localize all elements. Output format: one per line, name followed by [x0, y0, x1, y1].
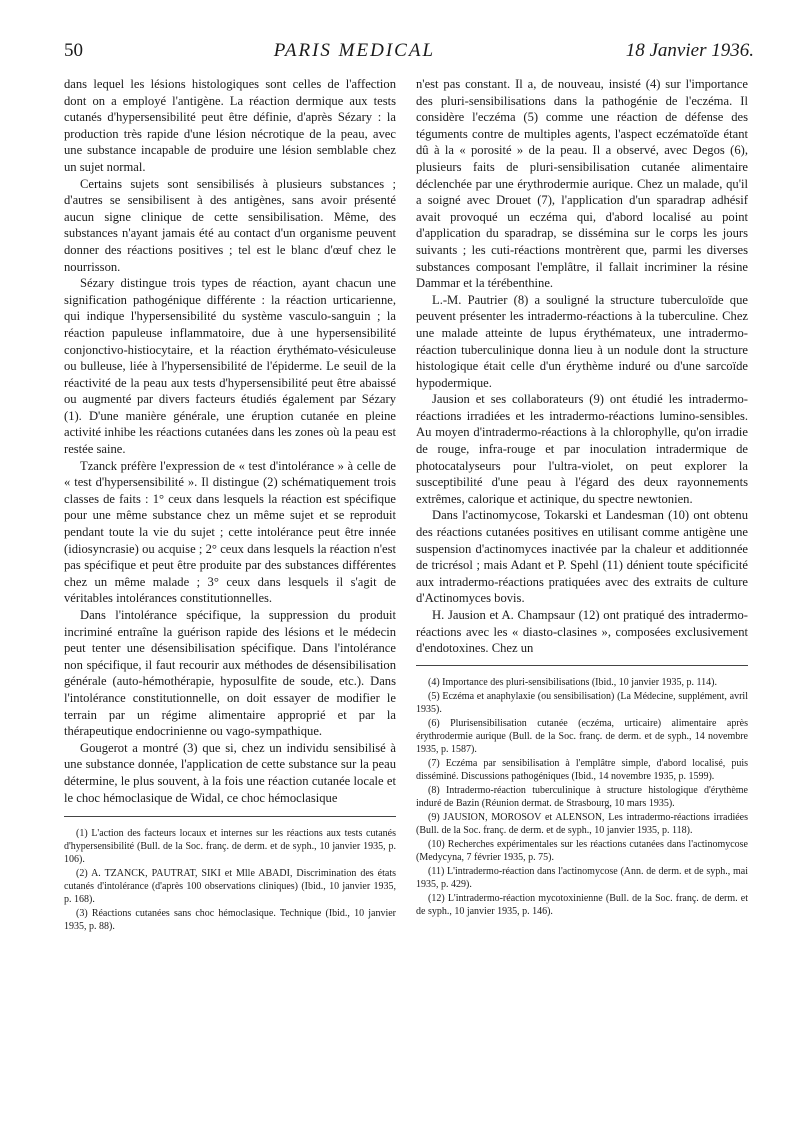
page-number: 50	[64, 40, 83, 61]
footnote: (6) Plurisensibilisation cutanée (eczéma, urticaire) alimentaire après érythrodermie aurique (Bull. de la Soc. franç. de derm. et de syph., 14 novembre 1935, p. 1587).	[416, 717, 748, 755]
footnote: (10) Recherches expérimentales sur les réactions cutanées dans l'actinomycose (Medycyna, 7 février 1935, p. 75).	[416, 838, 748, 863]
footnote: (11) L'intradermo-réaction dans l'actinomycose (Ann. de derm. et de syph., mai 1935, p. 429).	[416, 865, 748, 890]
footnote-divider	[64, 816, 396, 817]
footnote: (12) L'intradermo-réaction mycotoxinienne (Bull. de la Soc. franç. de derm. et de syph., 10 janvier 1935, p. 146).	[416, 892, 748, 917]
journal-page	[64, 40, 754, 933]
paragraph: H. Jausion et A. Champsaur (12) ont pratiqué des intradermo-réactions avec les « diasto-clasines », composées exclusivement d'endotoxines. Chez un	[416, 608, 748, 656]
paragraph: L.-M. Pautrier (8) a souligné la structure tuberculoïde que peuvent présenter les intradermo-réactions à la tuberculine. Chez une malade atteinte de lupus érythémateux, une intradermo-réaction tuberculinique donna lieu à un nodule dont la structure histologique était celle d'un érythème induré ou d'une sarcoïde hypodermique.	[416, 292, 748, 390]
footnote-divider	[416, 665, 748, 666]
paragraph: n'est pas constant. Il a, de nouveau, insisté (4) sur l'importance des pluri-sensibilisations dans la pathogénie de l'eczéma. Il considère l'eczéma (5) comme une réaction de défense des téguments contre de multiples agents, l'aspect eczématoïde étant dû à la « porosité » de la peau. Il a observé, avec Degos (6), plusieurs faits de pluri-sensibilisation cutanée alimentaire déclenchée par une érythrodermie aurique. Chez un malade, qu'il a soigné avec Drouet (7), l'application d'un sparadrap adhésif avait provoqué un eczéma qui, d'abord localisé au point d'application du sparadrap, se dissémina sur le corps les jours suivants ; les cuti-réactions montrèrent que, parmi les diverses substances composant l'emplâtre, il fallait incriminer la résine Dammar et la térébenthine.	[416, 77, 748, 291]
running-header	[64, 40, 754, 68]
right-column	[416, 76, 748, 919]
left-column	[64, 76, 396, 934]
footnote: (4) Importance des pluri-sensibilisations (Ibid., 10 janvier 1935, p. 114).	[428, 676, 718, 688]
footnotes	[64, 827, 396, 933]
footnote: (3) Réactions cutanées sans choc hémoclasique. Technique (Ibid., 10 janvier 1935, p. 88).	[64, 908, 396, 933]
paragraph: dans lequel les lésions histologiques sont celles de l'affection dont on a employé l'antigène. La réaction dermique aux tests cutanés d'hypersensibilité peut être définie, d'après Sézary : la production très rapide d'une lésion nécrotique de la peau, avec une substance incapable de produire une lésion semblable chez un sujet normal.	[64, 77, 396, 174]
paragraph: Gougerot a montré (3) que si, chez un individu sensibilisé à une substance donnée, l'application de cette substance sur la peau détermine, le plus souvent, à la fois une réaction cutanée locale et le choc hémoclasique de Widal, ce choc hémoclasique	[64, 740, 396, 805]
paragraph: Sézary distingue trois types de réaction, ayant chacun une signification pathogénique différente : la réaction urticarienne, qui indique l'hypersensibilité du système vasculo-sanguin ; la réaction papuleuse inflammatoire, due à une hypersensibilité conjonctivo-histiocytaire, et la réaction érythémato-vésiculeuse ou bulleuse, liée à l'hypersensibilité de l'épiderme. Le seuil de la réactivité de la peau aux tests d'hypersensibilité peut être abaissé ou augmenté par divers facteurs étudiés également par Sézary (1). D'une manière générale, une éruption cutanée en pleine activité inhibe les réactions cutanées dans les zones où la peau est restée saine.	[64, 276, 396, 457]
issue-date: 18 Janvier 1936.	[625, 40, 754, 61]
footnote: (1) L'action des facteurs locaux et internes sur les réactions aux tests cutanés d'hypersensibilité (Bull. de la Soc. franç. de derm. et de syph., 10 janvier 1935, p. 106).	[64, 828, 396, 866]
footnote: (5) Eczéma et anaphylaxie (ou sensibilisation) (La Médecine, supplément, avril 1935).	[416, 690, 748, 715]
footnote: (2) A. TZANCK, PAUTRAT, SIKI et Mlle ABADI, Discrimination des états cutanés d'intolérance (d'après 100 observations cliniques) (Ibid., 10 janvier 1935, p. 168).	[64, 868, 396, 906]
footnote: (7) Eczéma par sensibilisation à l'emplâtre simple, d'abord localisé, puis disséminé. Discussions pathogéniques (Ibid., 14 novembre 1935, p. 1599).	[416, 757, 748, 782]
paragraph: Certains sujets sont sensibilisés à plusieurs substances ; d'autres se sensibilisent à des antigènes, sans avoir présenté aucun signe clinique de cette sensibilisation. Même, des substances n'ayant jamais été au contact d'un organisme peuvent donner des réactions positives ; tel est le blanc d'œuf chez le nourrisson.	[64, 176, 396, 274]
paragraph: Dans l'actinomycose, Tokarski et Landesman (10) ont obtenu des réactions cutanées positives en utilisant comme antigène une suspension d'actinomyces inactivée par la chaleur et additionnée de tricrésol ; mais Adant et P. Spehl (11) dénient toute spécificité aux intradermo-réactions pratiquées avec des extraits de culture d'Actinomyces bovis.	[416, 508, 748, 606]
paragraph: Tzanck préfère l'expression de « test d'intolérance » à celle de « test d'hypersensibilité ». Il distingue (2) schématiquement trois classes de faits : 1° ceux dans lesquels la réaction est spécifique pour une même substance chez un même sujet et se reproduit pendant toute la vie du sujet ; cette intolérance peut être innée (idiosyncrasie) ou acquise ; 2° ceux dans lesquels la réaction n'est pas spécifique et peut être produite par des substances différentes chez un même malade ; 3° ceux dans lesquels il s'agit de véritables intolérances constitutionnelles.	[64, 458, 396, 606]
paragraph: Dans l'intolérance spécifique, la suppression du produit incriminé entraîne la guérison rapide des lésions et le médecin peut tenter une désensibilisation spécifique. Dans l'intolérance non spécifique, il faut recourir aux méthodes de désensibilisation générale (auto-hémothérapie, hyposulfite de soude, etc.). Dans l'intolérance constitutionnelle, on doit essayer de modifier le terrain par un régime alimentaire approprié et par la thérapeutique endocrinienne ou vago-sympathique.	[64, 608, 396, 739]
footnotes	[416, 676, 748, 918]
paragraph: Jausion et ses collaborateurs (9) ont étudié les intradermo-réactions irradiées et les intradermo-réactions lumino-sensibles. Au moyen d'intradermo-réactions à la chlorophylle, qu'on irradie de rouge, infra-rouge et par inoculation intradermique de photocatalyseurs pour l'ultra-violet, on peut explorer la susceptibilité d'une peau à l'égard des deux rayonnements extrêmes, calorique et actinique, du spectre newtonien.	[416, 392, 748, 506]
journal-title: PARIS MEDICAL	[273, 40, 436, 61]
footnote: (8) Intradermo-réaction tuberculinique à structure histologique d'érythème induré de Bazin (Réunion dermat. de Strasbourg, 10 mars 1935).	[416, 784, 748, 809]
footnote: (9) JAUSION, MOROSOV et ALENSON, Les intradermo-réactions irradiées (Bull. de la Soc. franç. de derm. et de syph., 10 janvier 1935, p. 118).	[416, 811, 748, 836]
